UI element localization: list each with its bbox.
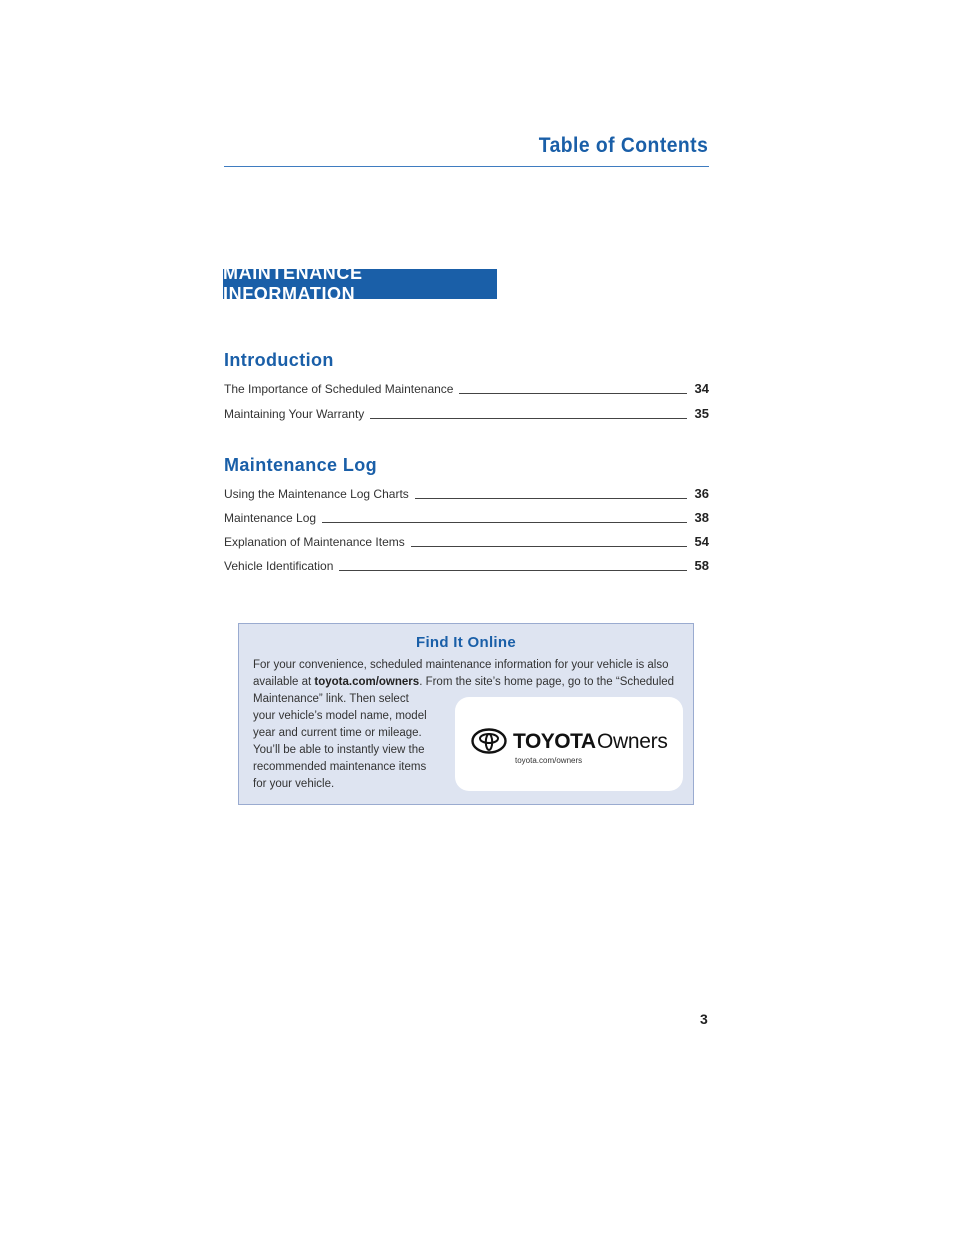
toc-leader-line	[339, 569, 687, 571]
logo-url-text: toyota.com/owners	[515, 756, 583, 765]
online-text-line: for your vehicle.	[253, 778, 335, 790]
toc-entry-label: Vehicle Identification	[224, 559, 334, 573]
page-title: Table of Contents	[538, 134, 708, 157]
toc-entry-label: Maintaining Your Warranty	[224, 407, 365, 421]
toc-entry-label: Using the Maintenance Log Charts	[224, 487, 409, 501]
online-text-line: Maintenance” link. Then select	[253, 693, 409, 705]
toc-entry-page: 54	[694, 534, 709, 549]
toc-entry-page: 36	[694, 486, 709, 501]
toc-entry[interactable]	[224, 405, 709, 421]
toc-entry-page: 34	[694, 381, 709, 396]
online-text-line: You’ll be able to instantly view the	[253, 744, 425, 756]
page-number: 3	[700, 1011, 708, 1027]
toyota-owners-logo	[455, 697, 683, 791]
toc-entry[interactable]	[224, 533, 709, 549]
group-heading-maintenance-log: Maintenance Log	[224, 455, 378, 475]
online-text-line: For your convenience, scheduled maintenance information for your vehicle is also	[253, 659, 669, 671]
find-it-online-heading: Find It Online	[415, 634, 517, 651]
title-divider	[224, 166, 709, 167]
toc-entry[interactable]	[224, 485, 709, 501]
online-text-line: year and current time or mileage.	[253, 727, 422, 739]
toc-entry-page: 38	[694, 510, 709, 525]
toc-leader-line	[370, 417, 687, 419]
online-text-line: your vehicle’s model name, model	[253, 710, 427, 722]
toc-entry-label: Explanation of Maintenance Items	[224, 535, 405, 549]
toc-leader-line	[459, 392, 687, 394]
group-heading-introduction: Introduction	[224, 350, 334, 370]
toc-entry-label: Maintenance Log	[224, 511, 317, 525]
online-text-fragment: . From the site’s home page, go to the “Scheduled	[419, 676, 675, 688]
toc-entry-page: 35	[694, 406, 709, 421]
online-text-fragment: available at	[253, 676, 315, 688]
toc-leader-line	[415, 497, 687, 499]
section-banner: MAINTENANCE INFORMATION	[223, 269, 497, 299]
toc-entry-label: The Importance of Scheduled Maintenance	[224, 382, 454, 396]
logo-owners-text: Owners	[597, 730, 668, 753]
online-text-line	[253, 676, 674, 688]
toyota-emblem-icon	[471, 728, 507, 754]
toc-entry[interactable]	[224, 380, 709, 396]
online-text-line: recommended maintenance items	[253, 761, 427, 773]
owners-site-link[interactable]: toyota.com/owners	[314, 676, 420, 688]
toc-entry-page: 58	[694, 558, 709, 573]
find-it-online-box	[238, 623, 694, 805]
toc-entry[interactable]	[224, 509, 709, 525]
toc-leader-line	[322, 521, 687, 523]
toc-entry[interactable]	[224, 557, 709, 573]
toc-leader-line	[411, 545, 687, 547]
logo-brand-text: TOYOTA	[513, 730, 596, 753]
